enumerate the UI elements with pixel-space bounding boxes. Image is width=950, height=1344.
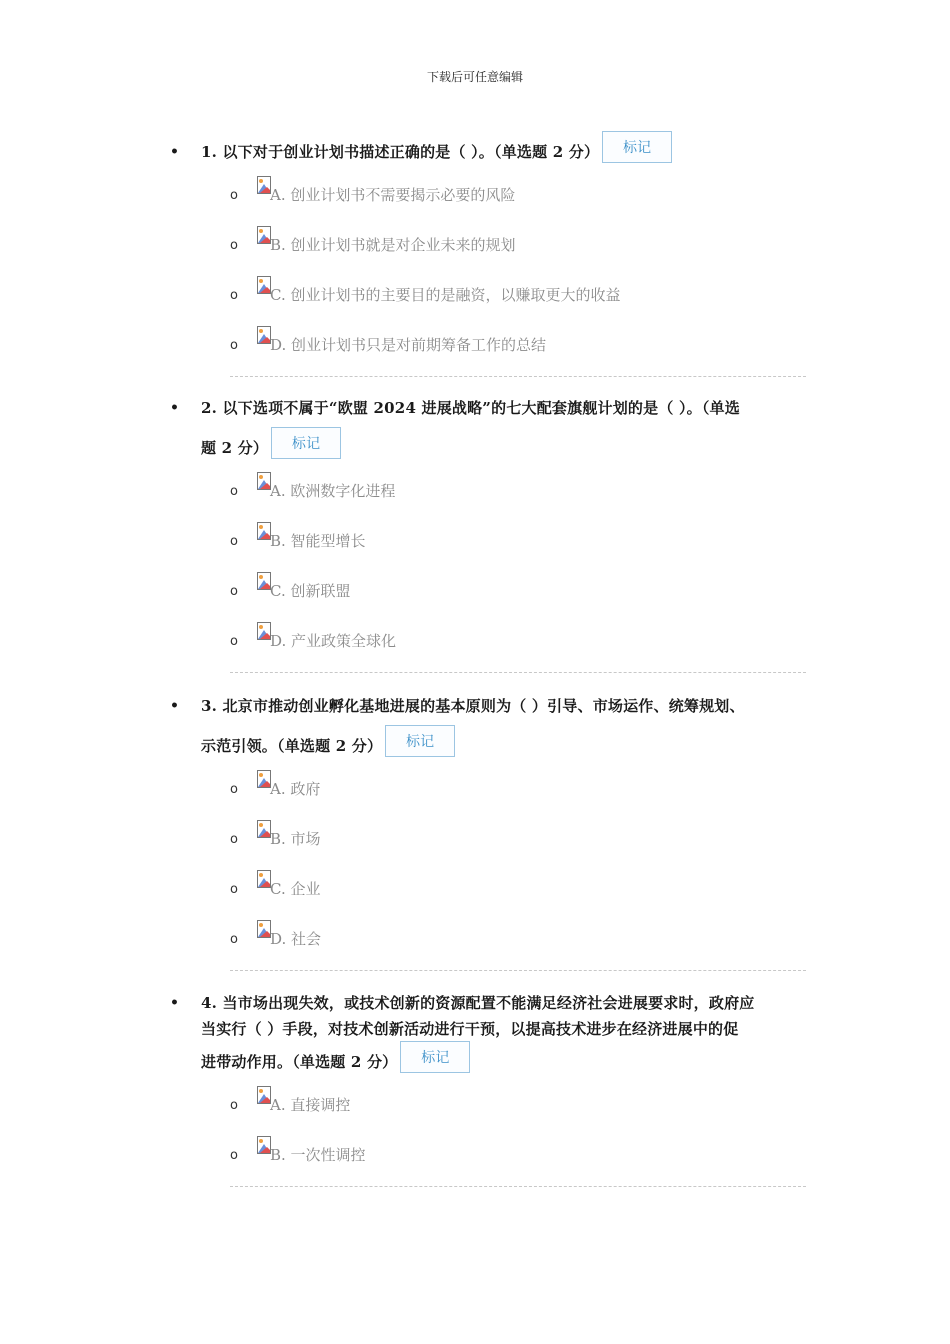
broken-image-icon xyxy=(257,176,271,194)
option-bullet: o xyxy=(230,188,238,203)
broken-image-icon xyxy=(257,920,271,938)
question-text: 4. 当市场出现失效，或技术创新的资源配置不能满足经济社会进展要求时，政府应 xyxy=(201,994,755,1012)
bullet-icon: • xyxy=(170,144,180,160)
question-line xyxy=(170,990,810,1016)
options-list xyxy=(170,176,810,376)
option-bullet: o xyxy=(230,782,238,797)
option-bullet: o xyxy=(230,634,238,649)
option-bullet: o xyxy=(230,832,238,847)
option-text: D. 社会 xyxy=(270,930,322,948)
option-text: D. 产业政策全球化 xyxy=(270,632,397,650)
option-item[interactable] xyxy=(170,1086,810,1136)
broken-image-icon xyxy=(257,472,271,490)
option-text: B. 智能型增长 xyxy=(270,532,366,550)
option-bullet: o xyxy=(230,484,238,499)
option-bullet: o xyxy=(230,238,238,253)
option-item[interactable] xyxy=(170,472,810,522)
divider xyxy=(230,1186,806,1187)
question-text: 示范引领。（单选题 2 分） xyxy=(201,737,383,755)
option-text: C. 企业 xyxy=(270,880,321,898)
divider xyxy=(230,376,806,377)
broken-image-icon xyxy=(257,226,271,244)
question-text: 1. 以下对于创业计划书描述正确的是（ ）。（单选题 2 分） xyxy=(201,143,600,161)
broken-image-icon xyxy=(257,622,271,640)
option-text: B. 市场 xyxy=(270,830,321,848)
option-item[interactable] xyxy=(170,326,810,376)
question-3 xyxy=(170,686,810,971)
question-line xyxy=(170,686,810,726)
broken-image-icon xyxy=(257,820,271,838)
option-item[interactable] xyxy=(170,276,810,326)
option-item[interactable] xyxy=(170,226,810,276)
option-item[interactable] xyxy=(170,920,810,970)
option-item[interactable] xyxy=(170,176,810,226)
divider xyxy=(230,970,806,971)
option-item[interactable] xyxy=(170,522,810,572)
question-4 xyxy=(170,990,810,1187)
option-bullet: o xyxy=(230,1148,238,1163)
options-list xyxy=(170,472,810,672)
mark-button[interactable]: 标记 xyxy=(602,131,672,163)
question-line xyxy=(170,1042,810,1082)
divider xyxy=(230,672,806,673)
broken-image-icon xyxy=(257,1086,271,1104)
option-bullet: o xyxy=(230,338,238,353)
mark-button[interactable]: 标记 xyxy=(385,725,455,757)
question-1 xyxy=(170,132,810,377)
option-text: B. 创业计划书就是对企业未来的规划 xyxy=(270,236,516,254)
option-bullet: o xyxy=(230,584,238,599)
option-text: A. 创业计划书不需要揭示必要的风险 xyxy=(270,186,516,204)
option-item[interactable] xyxy=(170,870,810,920)
question-line xyxy=(170,1016,810,1042)
option-text: A. 直接调控 xyxy=(270,1096,351,1114)
option-bullet: o xyxy=(230,534,238,549)
bullet-icon: • xyxy=(170,995,180,1011)
bullet-icon: • xyxy=(170,400,180,416)
question-2 xyxy=(170,388,810,673)
question-text: 当实行（ ）手段，对技术创新活动进行干预，以提高技术进步在经济进展中的促 xyxy=(201,1020,739,1038)
option-item[interactable] xyxy=(170,770,810,820)
broken-image-icon xyxy=(257,276,271,294)
broken-image-icon xyxy=(257,326,271,344)
question-line xyxy=(170,726,810,766)
header-note: 下载后可任意编辑 xyxy=(426,70,523,84)
option-text: A. 欧洲数字化进程 xyxy=(270,482,396,500)
option-text: C. 创新联盟 xyxy=(270,582,351,600)
option-bullet: o xyxy=(230,1098,238,1113)
option-text: B. 一次性调控 xyxy=(270,1146,366,1164)
option-bullet: o xyxy=(230,932,238,947)
option-item[interactable] xyxy=(170,622,810,672)
question-line xyxy=(170,388,810,428)
bullet-icon: • xyxy=(170,698,180,714)
mark-button[interactable]: 标记 xyxy=(271,427,341,459)
option-text: D. 创业计划书只是对前期筹备工作的总结 xyxy=(270,336,547,354)
question-text: 进带动作用。（单选题 2 分） xyxy=(201,1053,398,1071)
options-list xyxy=(170,1086,810,1186)
options-list xyxy=(170,770,810,970)
option-item[interactable] xyxy=(170,572,810,622)
question-line xyxy=(170,132,810,172)
option-bullet: o xyxy=(230,882,238,897)
option-item[interactable] xyxy=(170,820,810,870)
question-text: 题 2 分） xyxy=(201,439,269,457)
question-line xyxy=(170,428,810,468)
broken-image-icon xyxy=(257,572,271,590)
broken-image-icon xyxy=(257,522,271,540)
option-text: C. 创业计划书的主要目的是融资，以赚取更大的收益 xyxy=(270,286,621,304)
question-text: 3. 北京市推动创业孵化基地进展的基本原则为（ ）引导、市场运作、统筹规划、 xyxy=(201,697,745,715)
broken-image-icon xyxy=(257,770,271,788)
option-item[interactable] xyxy=(170,1136,810,1186)
broken-image-icon xyxy=(257,870,271,888)
option-bullet: o xyxy=(230,288,238,303)
option-text: A. 政府 xyxy=(270,780,321,798)
mark-button[interactable]: 标记 xyxy=(400,1041,470,1073)
question-text: 2. 以下选项不属于“欧盟 2024 进展战略”的七大配套旗舰计划的是（ ）。（单选 xyxy=(201,399,740,417)
broken-image-icon xyxy=(257,1136,271,1154)
